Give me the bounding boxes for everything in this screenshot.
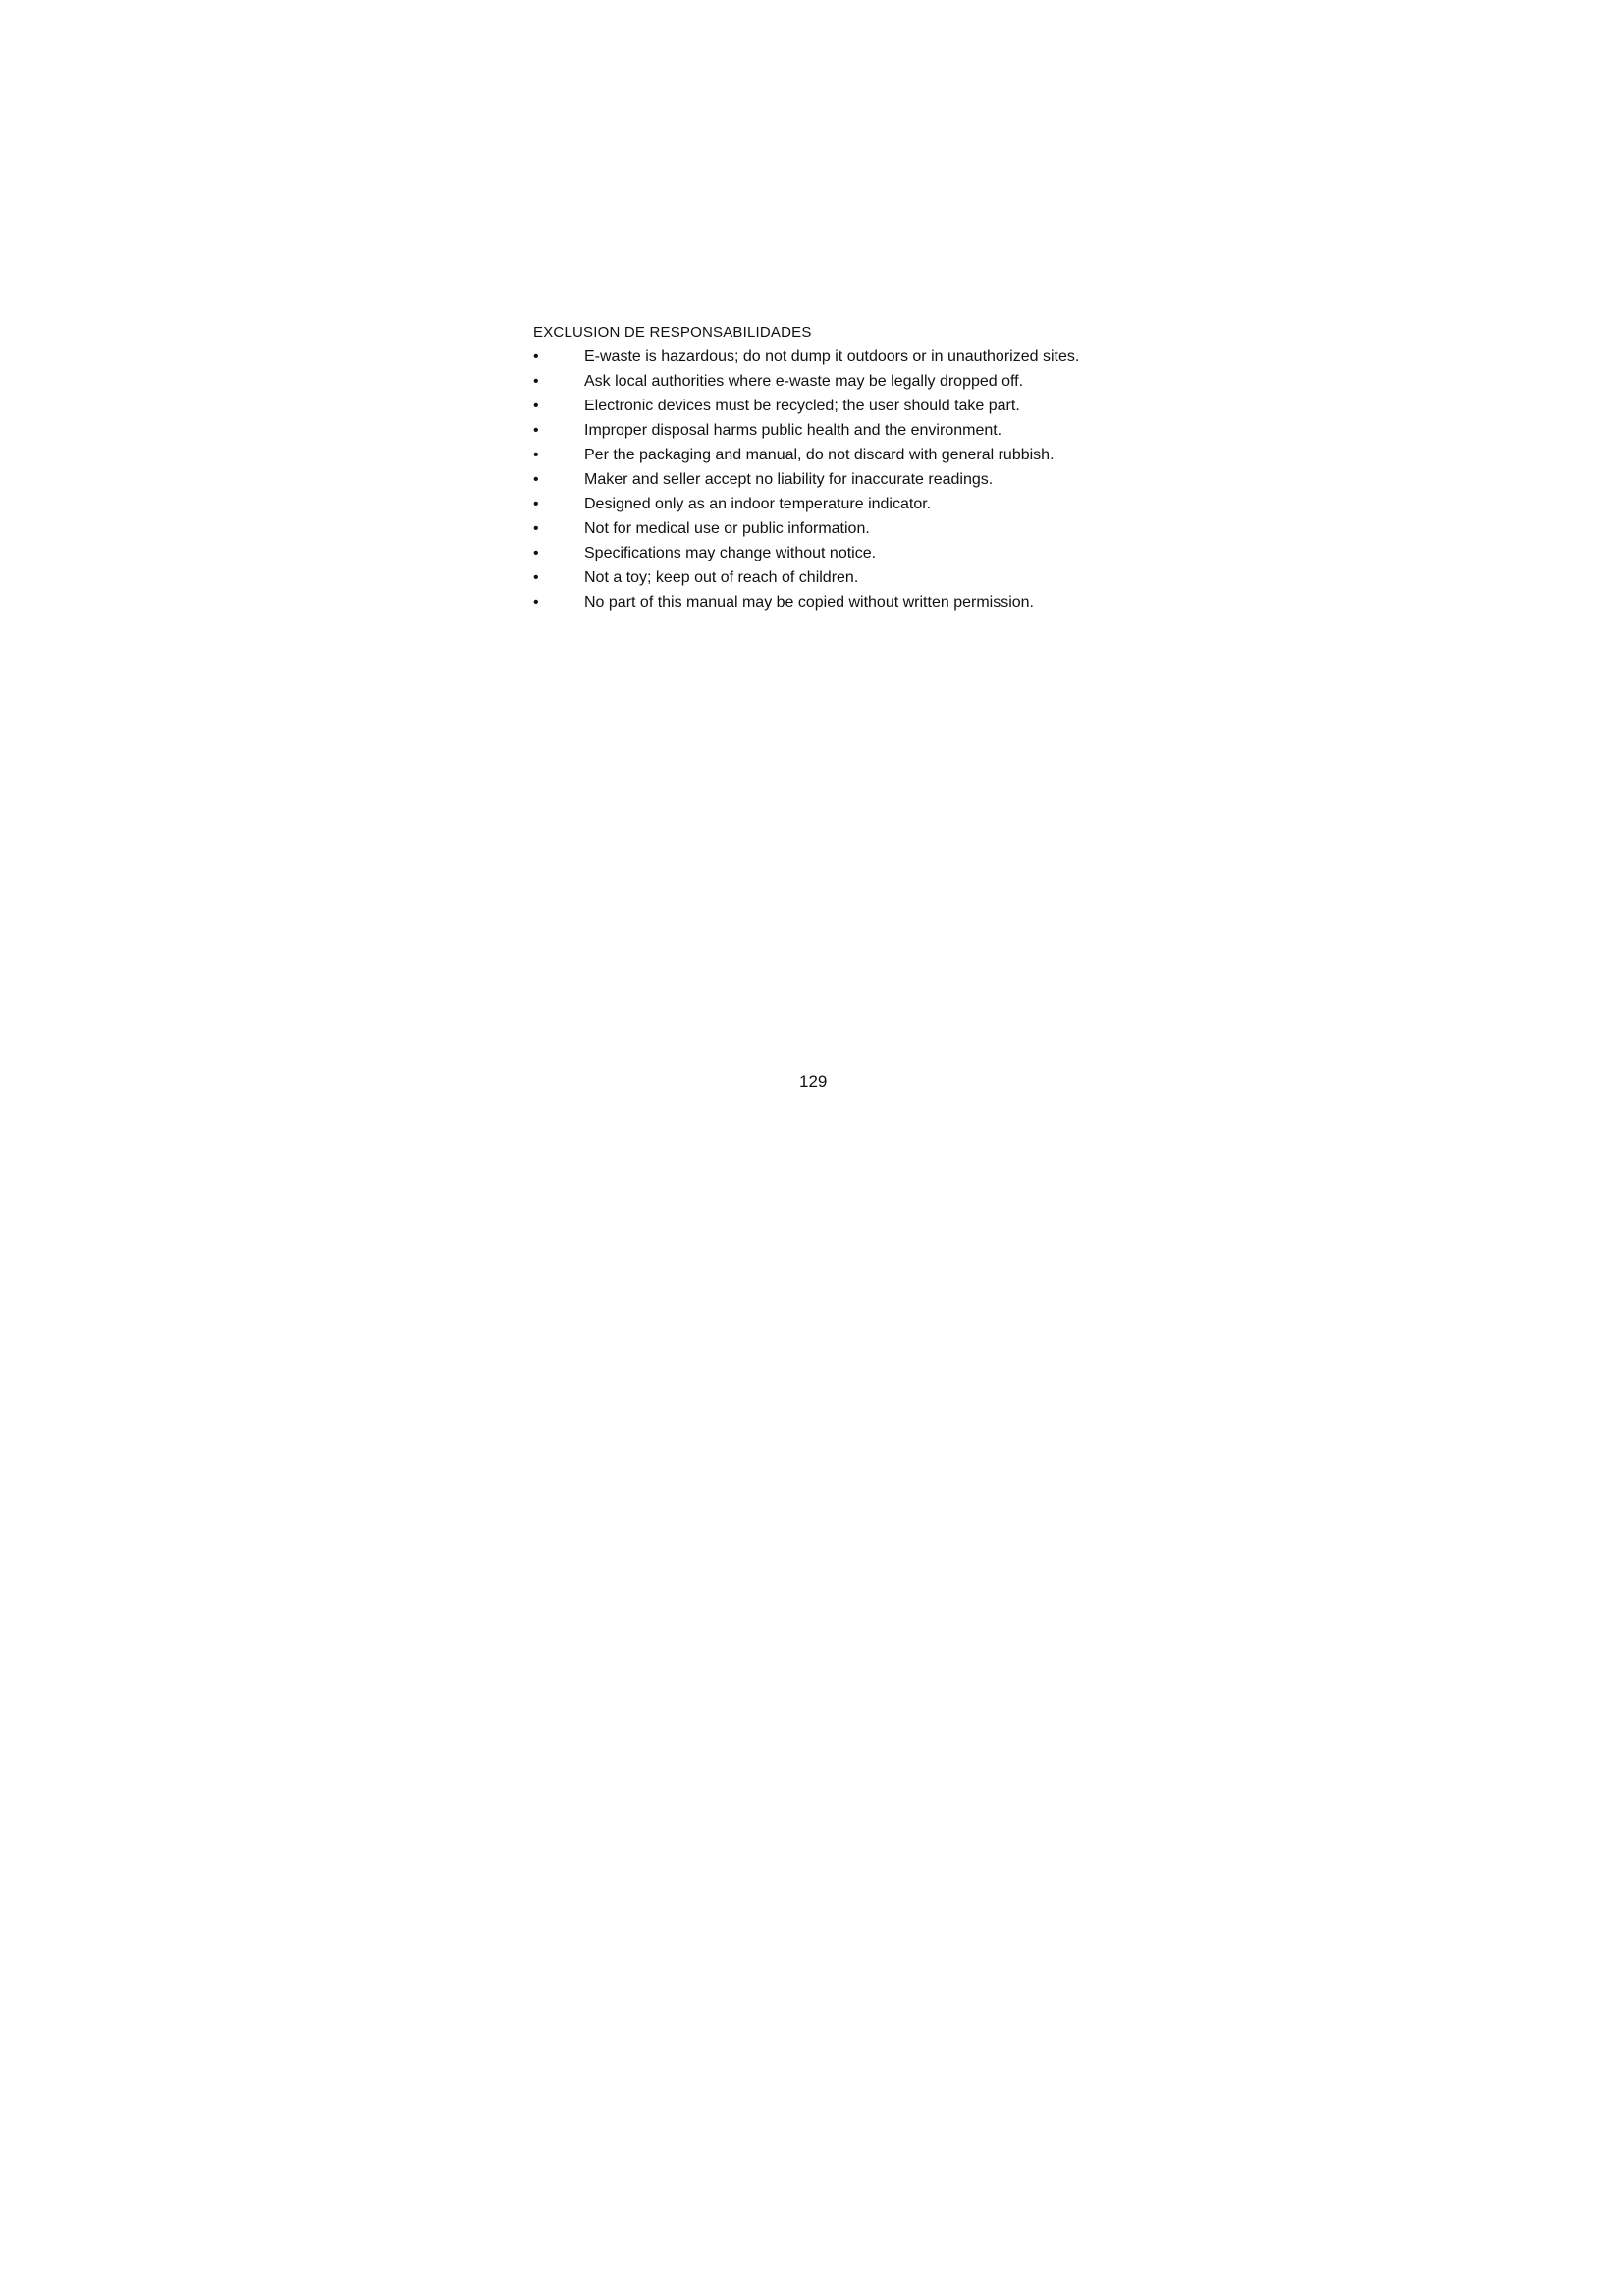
document-heading: EXCLUSION DE RESPONSABILIDADES — [533, 324, 812, 341]
list-item-text: Improper disposal harms public health and the environment. — [584, 422, 1002, 439]
bullet-icon: • — [533, 373, 539, 390]
list-item — [533, 445, 1112, 465]
bullet-icon: • — [533, 545, 539, 561]
list-item — [533, 420, 1112, 441]
bullet-icon: • — [533, 594, 539, 611]
bullet-icon: • — [533, 471, 539, 488]
bullet-icon: • — [533, 348, 539, 365]
bullet-icon: • — [533, 422, 539, 439]
bullet-icon: • — [533, 520, 539, 537]
list-item — [533, 347, 1112, 367]
list-item — [533, 592, 1112, 613]
bullet-icon: • — [533, 398, 539, 414]
list-item-text: Electronic devices must be recycled; the user should take part. — [584, 398, 1020, 414]
list-item-text: Not for medical use or public information. — [584, 520, 870, 537]
document-page — [533, 324, 1112, 616]
list-item — [533, 518, 1112, 539]
bullet-icon: • — [533, 496, 539, 512]
list-item — [533, 567, 1112, 588]
list-item-text: Specifications may change without notice. — [584, 545, 877, 561]
list-item-text: No part of this manual may be copied without written permission. — [584, 594, 1034, 611]
list-item-text: Per the packaging and manual, do not discard with general rubbish. — [584, 447, 1055, 463]
disclaimer-list — [533, 347, 1112, 613]
list-item-text: Designed only as an indoor temperature indicator. — [584, 496, 932, 512]
list-item-text: Not a toy; keep out of reach of children. — [584, 569, 859, 586]
bullet-icon: • — [533, 447, 539, 463]
list-item — [533, 494, 1112, 514]
list-item-text: Ask local authorities where e-waste may be legally dropped off. — [584, 373, 1024, 390]
list-item — [533, 396, 1112, 416]
list-item-text: Maker and seller accept no liability for inaccurate readings. — [584, 471, 994, 488]
list-item — [533, 469, 1112, 490]
bullet-icon: • — [533, 569, 539, 586]
list-item-text: E-waste is hazardous; do not dump it outdoors or in unauthorized sites. — [584, 348, 1080, 365]
list-item — [533, 371, 1112, 392]
list-item — [533, 543, 1112, 563]
page-number: 129 — [799, 1072, 828, 1091]
